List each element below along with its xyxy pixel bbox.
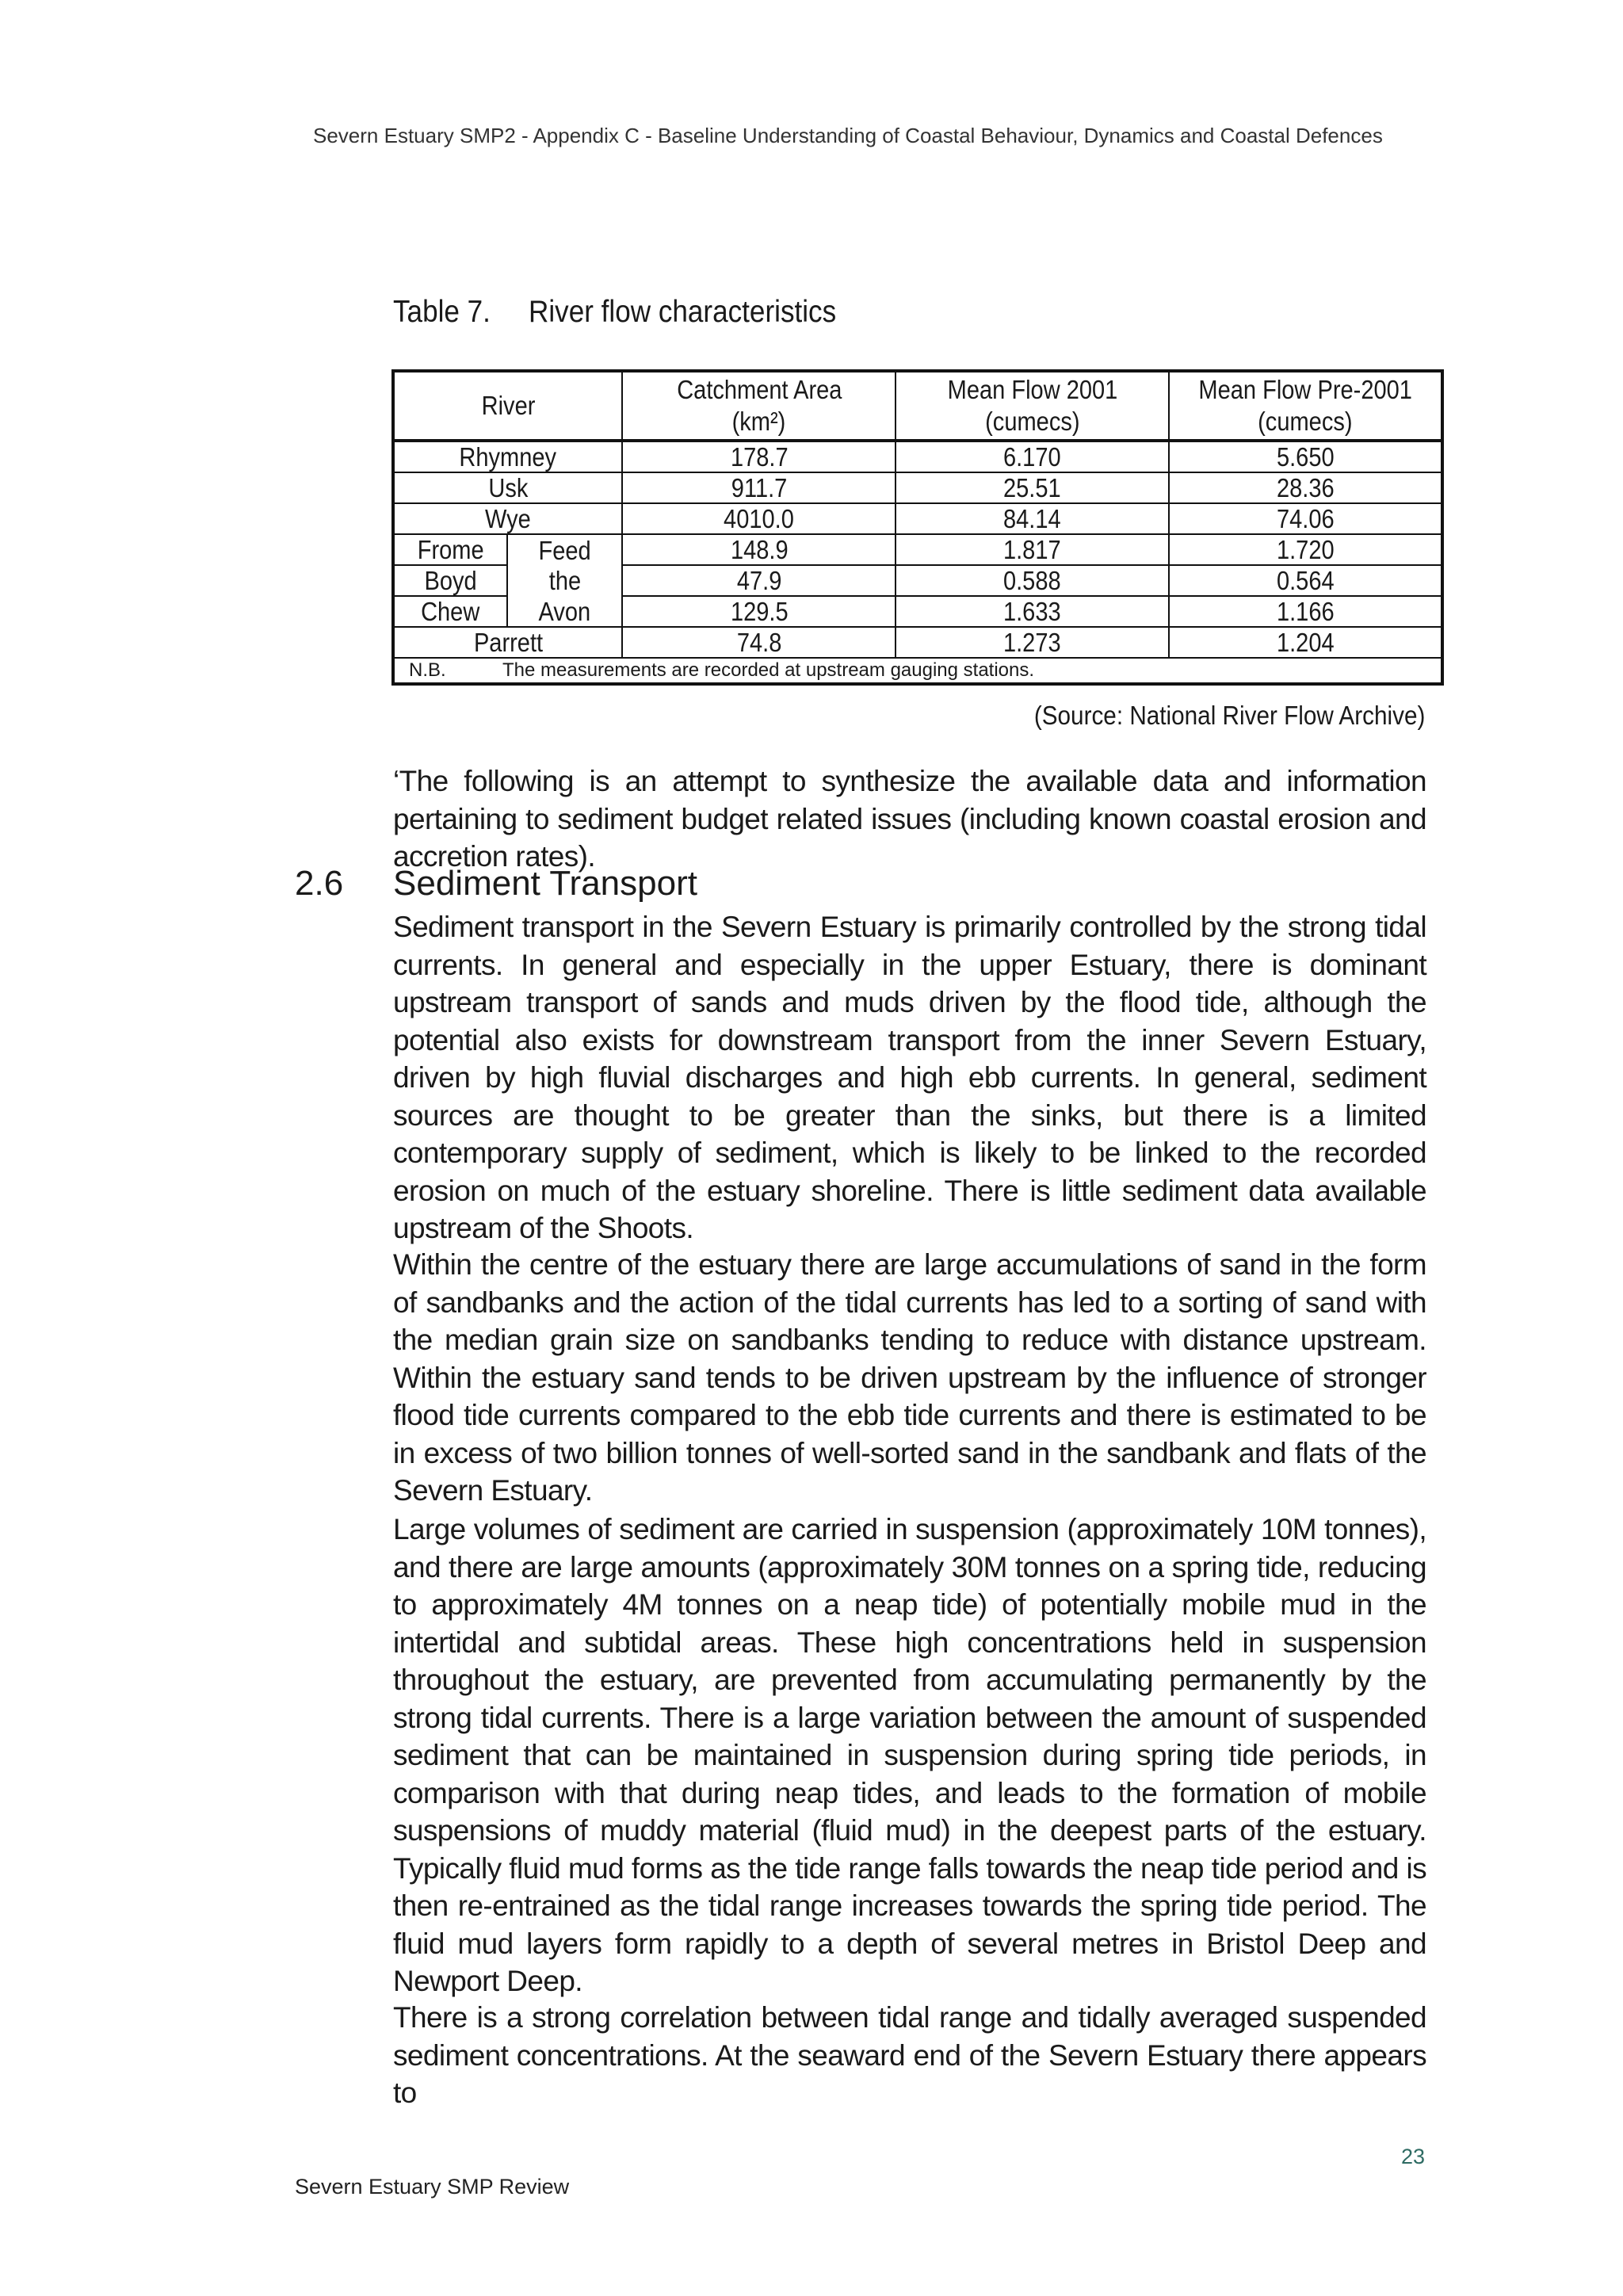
table-note-row xyxy=(393,658,1442,684)
body-paragraph: Sediment transport in the Severn Estuary is primarily controlled by the strong tidal currents. In general and especially in the upper Estuary, there is dominant upstream transport of sands and muds driven by the flood tide, although the potential also exists for downstream transport from the inner Severn Estuary, driven by high fluvial discharges and high ebb currents. In general, sediment sources are thought to be greater than the sinks, but there is a limited contemporary supply of sediment, which is likely to be linked to the recorded erosion on much of the estuary shoreline. There is little sediment data available upstream of the Shoots. xyxy=(393,911,1426,1244)
cell-river: Frome xyxy=(393,534,507,565)
cell-river: Rhymney xyxy=(393,441,622,472)
table-row xyxy=(393,596,1442,627)
cell-river: Boyd xyxy=(393,565,507,596)
table-row xyxy=(393,565,1442,596)
cell-area: 148.9 xyxy=(622,534,896,565)
body-paragraph: Within the centre of the estuary there are large accumulations of sand in the form of sandbanks and the action of the tidal currents has led to a sorting of sand with the median grain size on sandbanks tending to reduce with distance upstream. Within the estuary sand tends to be driven upstream by the influence of stronger flood tide currents compared to the ebb tide currents and there is estimated to be in excess of two billion tonnes of well-sorted sand in the sandbank and flats of the Severn Estuary. xyxy=(393,1248,1426,1507)
table-header-row xyxy=(393,371,1442,441)
intro-paragraph: ‘The following is an attempt to synthesize the available data and information pertaining to sediment budget related issues (including known coastal erosion and accretion rates). xyxy=(393,765,1426,873)
cell-area: 911.7 xyxy=(622,472,896,503)
table-caption xyxy=(393,295,836,330)
cell-flow-pre-2001: 1.166 xyxy=(1169,596,1442,627)
table-caption-number: Table 7. xyxy=(393,295,491,329)
cell-river: Wye xyxy=(393,503,622,534)
cell-flow-pre-2001: 1.204 xyxy=(1169,627,1442,658)
page-number: 23 xyxy=(1401,2145,1426,2168)
page-header: Severn Estuary SMP2 - Appendix C - Baseline Understanding of Coastal Behaviour, Dynamics and Coastal Defences xyxy=(313,124,1383,147)
cell-river: Parrett xyxy=(393,627,622,658)
header-river: River xyxy=(393,371,622,441)
cell-river: Chew xyxy=(393,596,507,627)
cell-flow-pre-2001: 1.720 xyxy=(1169,534,1442,565)
table-caption-title: River flow characteristics xyxy=(529,295,837,329)
table-row xyxy=(393,627,1442,658)
header-catchment-area: Catchment Area (km²) xyxy=(622,371,896,441)
cell-flow-2001: 1.817 xyxy=(896,534,1169,565)
river-flow-table xyxy=(391,369,1444,686)
cell-flow-2001: 0.588 xyxy=(896,565,1169,596)
cell-flow-pre-2001: 5.650 xyxy=(1169,441,1442,472)
cell-flow-2001: 1.633 xyxy=(896,596,1169,627)
section-number: 2.6 xyxy=(295,864,344,903)
page-footer: Severn Estuary SMP Review xyxy=(295,2175,570,2199)
body-paragraph: There is a strong correlation between tidal range and tidally averaged suspended sediment concentrations. At the seaward end of the Severn Estuary there appears to xyxy=(393,2001,1426,2109)
cell-area: 178.7 xyxy=(622,441,896,472)
cell-group: Feed xyxy=(507,534,623,565)
header-mean-flow-pre-2001: Mean Flow Pre-2001 (cumecs) xyxy=(1169,371,1442,441)
cell-group: Avon xyxy=(507,596,623,627)
header-mean-flow-2001: Mean Flow 2001 (cumecs) xyxy=(896,371,1169,441)
cell-area: 129.5 xyxy=(622,596,896,627)
cell-flow-2001: 6.170 xyxy=(896,441,1169,472)
cell-flow-2001: 1.273 xyxy=(896,627,1169,658)
cell-area: 4010.0 xyxy=(622,503,896,534)
table-source: (Source: National River Flow Archive) xyxy=(1033,701,1425,730)
table-row xyxy=(393,503,1442,534)
cell-area: 74.8 xyxy=(622,627,896,658)
table-note: N.B. The measurements are recorded at upstream gauging stations. xyxy=(393,658,1442,684)
table-row xyxy=(393,534,1442,565)
table-row xyxy=(393,472,1442,503)
body-paragraph: Large volumes of sediment are carried in suspension (approximately 10M tonnes), and there are large amounts (approximately 30M tonnes on a spring tide, reducing to approximately 4M tonnes on a neap tide) of potentially mobile mud in the intertidal and subtidal areas. These high concentrations held in suspension throughout the estuary, are prevented from accumulating permanently by the strong tidal currents. There is a large variation between the amount of suspended sediment that can be maintained in suspension during spring tide periods, in comparison with that during neap tides, and leads to the formation of mobile suspensions of muddy material (fluid mud) in the deepest parts of the estuary. Typically fluid mud forms as the tide range falls towards the neap tide period and is then re-entrained as the tidal range increases towards the spring tide period. The fluid mud layers form rapidly to a depth of several metres in Bristol Deep and Newport Deep. xyxy=(393,1513,1426,1997)
cell-group: the xyxy=(507,565,623,596)
cell-flow-2001: 25.51 xyxy=(896,472,1169,503)
cell-flow-2001: 84.14 xyxy=(896,503,1169,534)
cell-flow-pre-2001: 0.564 xyxy=(1169,565,1442,596)
cell-river: Usk xyxy=(393,472,622,503)
cell-flow-pre-2001: 28.36 xyxy=(1169,472,1442,503)
cell-flow-pre-2001: 74.06 xyxy=(1169,503,1442,534)
cell-area: 47.9 xyxy=(622,565,896,596)
table-row xyxy=(393,441,1442,472)
section-title: Sediment Transport xyxy=(393,864,697,903)
